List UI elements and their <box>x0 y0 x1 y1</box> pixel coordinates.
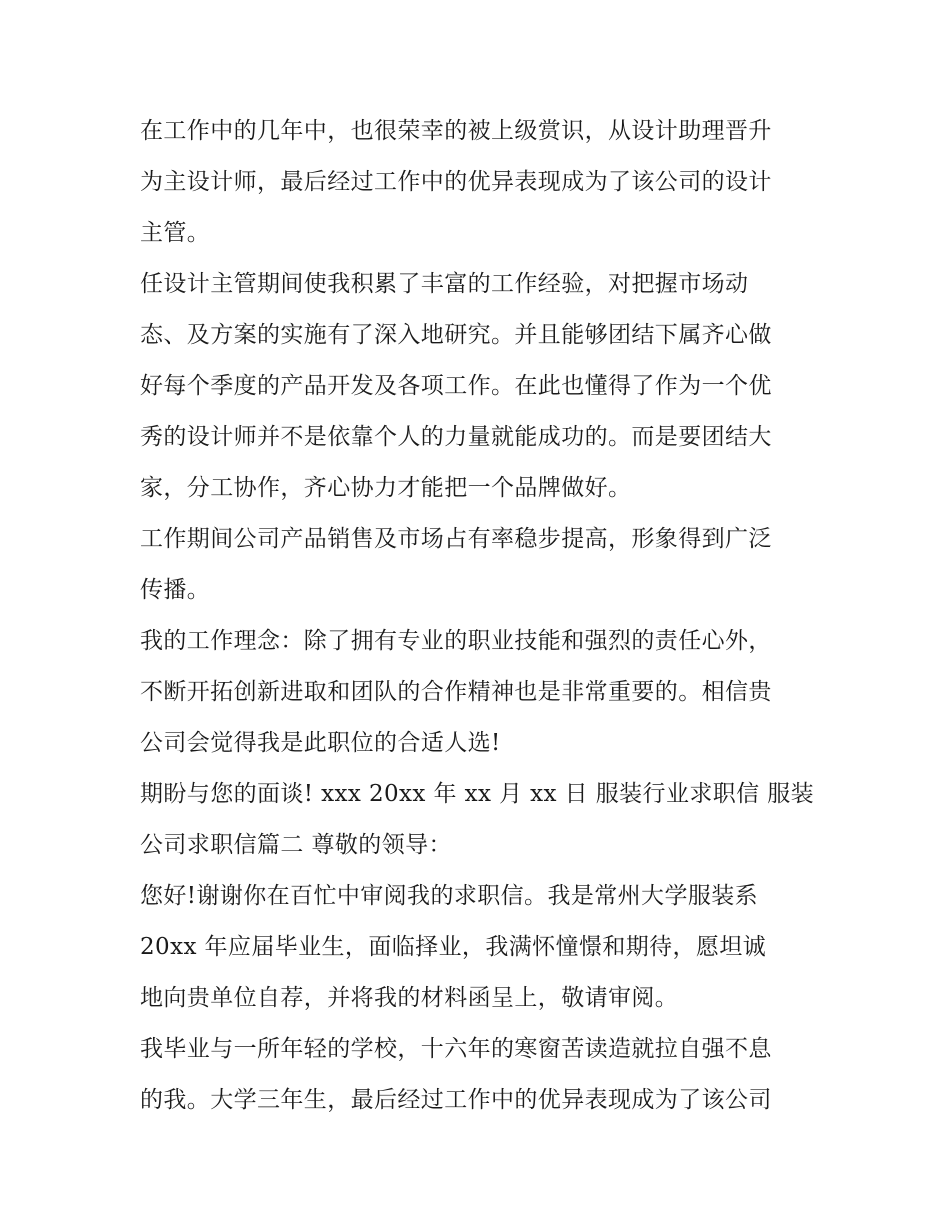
text-line: 不断开拓创新进取和团队的合作精神也是非常重要的。相信贵 <box>140 679 772 705</box>
text-line: 期盼与您的面谈! xxx 20xx 年 xx 月 xx 日 服装行业求职信 服装 <box>140 781 815 807</box>
text-line: 的我。大学三年生，最后经过工作中的优异表现成为了该公司 <box>140 1087 772 1113</box>
text-line: 地向贵单位自荐，并将我的材料函呈上，敬请审阅。 <box>140 985 679 1011</box>
text-line: 家，分工协作，齐心协力才能把一个品牌做好。 <box>140 475 632 501</box>
text-line: 为主设计师，最后经过工作中的优异表现成为了该公司的设计 <box>140 169 772 195</box>
text-line: 任设计主管期间使我积累了丰富的工作经验，对把握市场动 <box>140 271 749 297</box>
text-line: 工作期间公司产品销售及市场占有率稳步提高，形象得到广泛 <box>140 526 772 552</box>
text-line: 秀的设计师并不是依靠个人的力量就能成功的。而是要团结大 <box>140 424 772 450</box>
text-line: 公司求职信篇二 尊敬的领导： <box>140 832 452 858</box>
text-line: 好每个季度的产品开发及各项工作。在此也懂得了作为一个优 <box>140 373 772 399</box>
text-line: 态、及方案的实施有了深入地研究。并且能够团结下属齐心做 <box>140 322 772 348</box>
text-line: 公司会觉得我是此职位的合适人选! <box>140 730 501 756</box>
text-line: 传播。 <box>140 577 211 603</box>
text-line: 20xx 年应届毕业生，面临择业，我满怀憧憬和期待，愿坦诚 <box>140 934 767 960</box>
text-line: 我毕业与一所年轻的学校，十六年的寒窗苦读造就拉自强不息 <box>140 1036 772 1062</box>
text-line: 我的工作理念：除了拥有专业的职业技能和强烈的责任心外， <box>140 628 772 654</box>
document-body <box>140 106 830 1126</box>
text-line: 您好!谢谢你在百忙中审阅我的求职信。我是常州大学服装系 <box>140 883 759 909</box>
text-line: 在工作中的几年中，也很荣幸的被上级赏识，从设计助理晋升 <box>140 118 772 144</box>
text-line: 主管。 <box>140 220 211 246</box>
